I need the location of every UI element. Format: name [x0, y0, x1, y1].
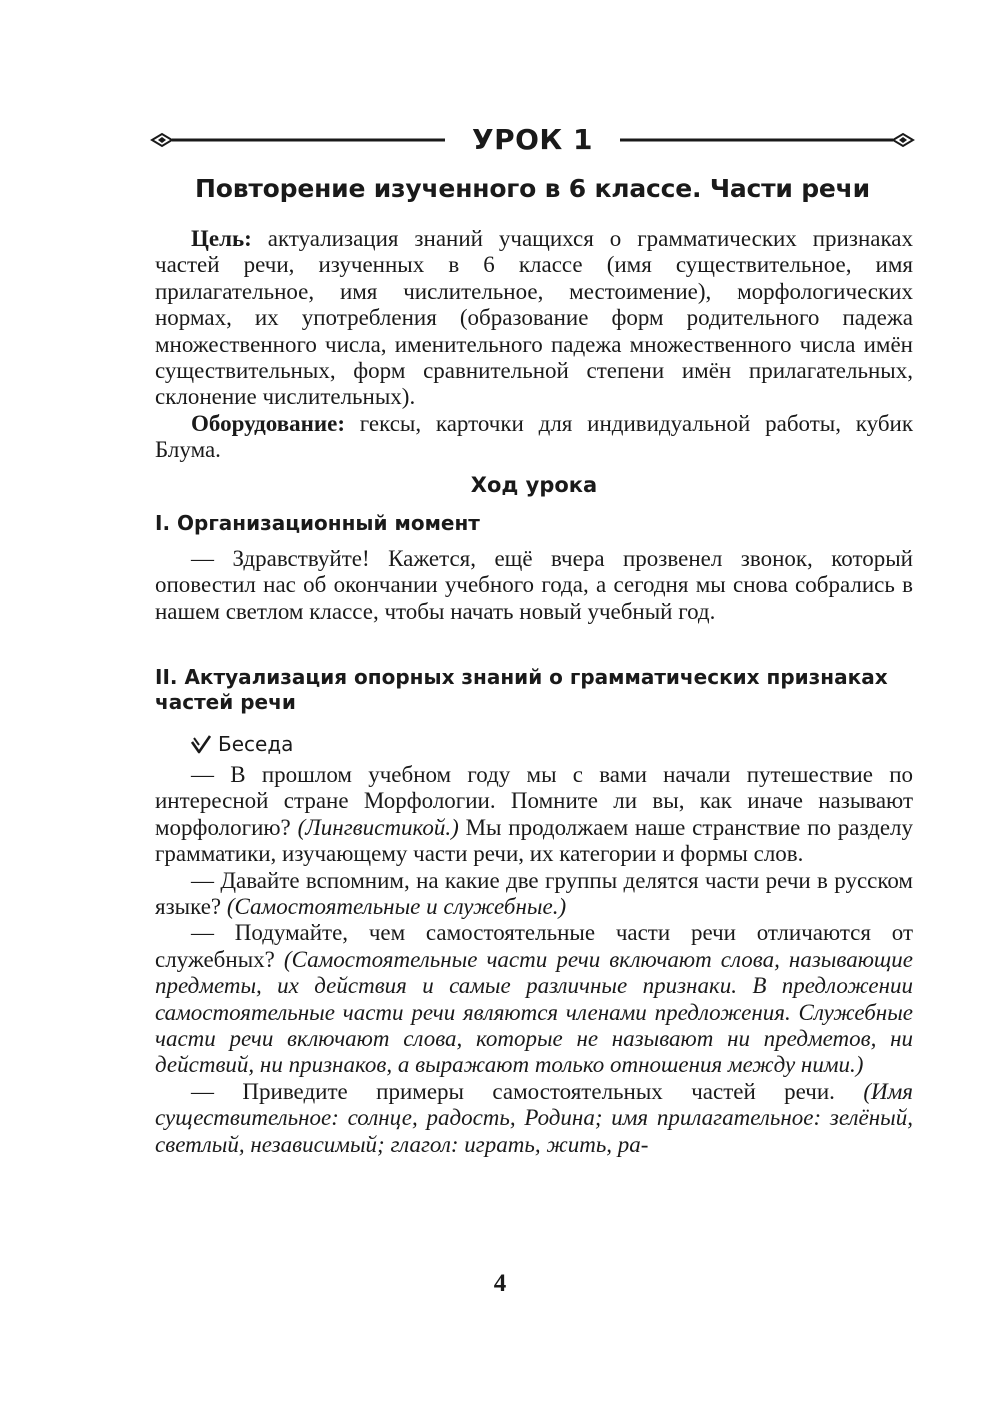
- equipment-paragraph: [155, 411, 913, 464]
- course-heading: Ход урока: [470, 473, 598, 497]
- dialog-paragraph: [155, 1079, 913, 1158]
- dialog-text: Мы продолжаем наше странствие по разделу грамматики, изучающему части речи, их категории и формы слов.: [155, 814, 914, 867]
- conversation-label: Беседа: [218, 732, 294, 756]
- lesson-title: Повторение изученного в 6 классе. Части речи: [195, 174, 870, 203]
- org-block: [155, 546, 913, 625]
- dialog-answer: (Самостоятельные части речи включают слова, называющие предметы, их действия и самые различные признаки. В предложении самостоятельные части речи являются членами предложения. Служебные части речи включают слова, которые не называют ни предметов, ни действий, ни признаков, а выражают только отношения между ними.): [155, 946, 913, 1078]
- dialog-answer: (Имя существительное: солнце, радость, Родина; имя прилагательное: зелёный, светлый, независимый; глагол: играть, жить, ра-: [155, 1078, 913, 1157]
- lesson-label: УРОК 1: [471, 123, 594, 156]
- dialog-paragraph: [155, 920, 913, 1078]
- goal-block: [155, 226, 913, 464]
- page-number: 4: [493, 1270, 507, 1297]
- dialog-answer: (Лингвистикой.): [297, 814, 459, 840]
- goal-label: Цель:: [191, 226, 252, 251]
- dialog-text: — Подумайте, чем самостоятельные части речи отличаются от служебных?: [155, 920, 913, 972]
- dialog-paragraph: [155, 868, 913, 921]
- equipment-text: гексы, карточки для индивидуальной работы, кубик Блума.: [155, 410, 913, 463]
- goal-paragraph: [155, 226, 913, 411]
- dialog-paragraph: [155, 762, 913, 868]
- dialog-answer: (Самостоятельные и служебные.): [226, 894, 567, 920]
- equipment-label: Оборудование:: [191, 410, 345, 436]
- actualization-heading: II. Актуализация опорных знаний о грамматических признаках частей речи: [155, 665, 888, 714]
- checkmark-icon: [190, 733, 212, 755]
- goal-text: актуализация знаний учащихся о грамматических признаках частей речи, изученных в 6 классе (имя существительное, имя прилагательное, имя числительное, местоимение), морфологических нормах, их употребления (образование форм родительного падежа множественного числа, именительного падежа множественного числа имён существительных, форм сравнительной степени имён прилагательных, склонение числительных).: [155, 226, 913, 410]
- dialog-text: — В прошлом учебном году мы с вами начали путешествие по интересной стране Морфологии. Помните ли вы, как иначе называют морфологию?: [155, 762, 913, 840]
- dialog-block: [155, 762, 913, 1158]
- lesson-header: [150, 118, 915, 162]
- org-paragraph: — Здравствуйте! Кажется, ещё вчера прозвенел звонок, который оповестил нас об окончании учебного года, а сегодня мы снова собрались в нашем светлом классе, чтобы начать новый учебный год.: [155, 546, 913, 624]
- org-heading: I. Организационный момент: [155, 511, 480, 535]
- dialog-text: — Давайте вспомним, на какие две группы делятся части речи в русском языке?: [155, 867, 913, 920]
- dialog-text: — Приведите примеры самостоятельных частей речи.: [191, 1078, 864, 1104]
